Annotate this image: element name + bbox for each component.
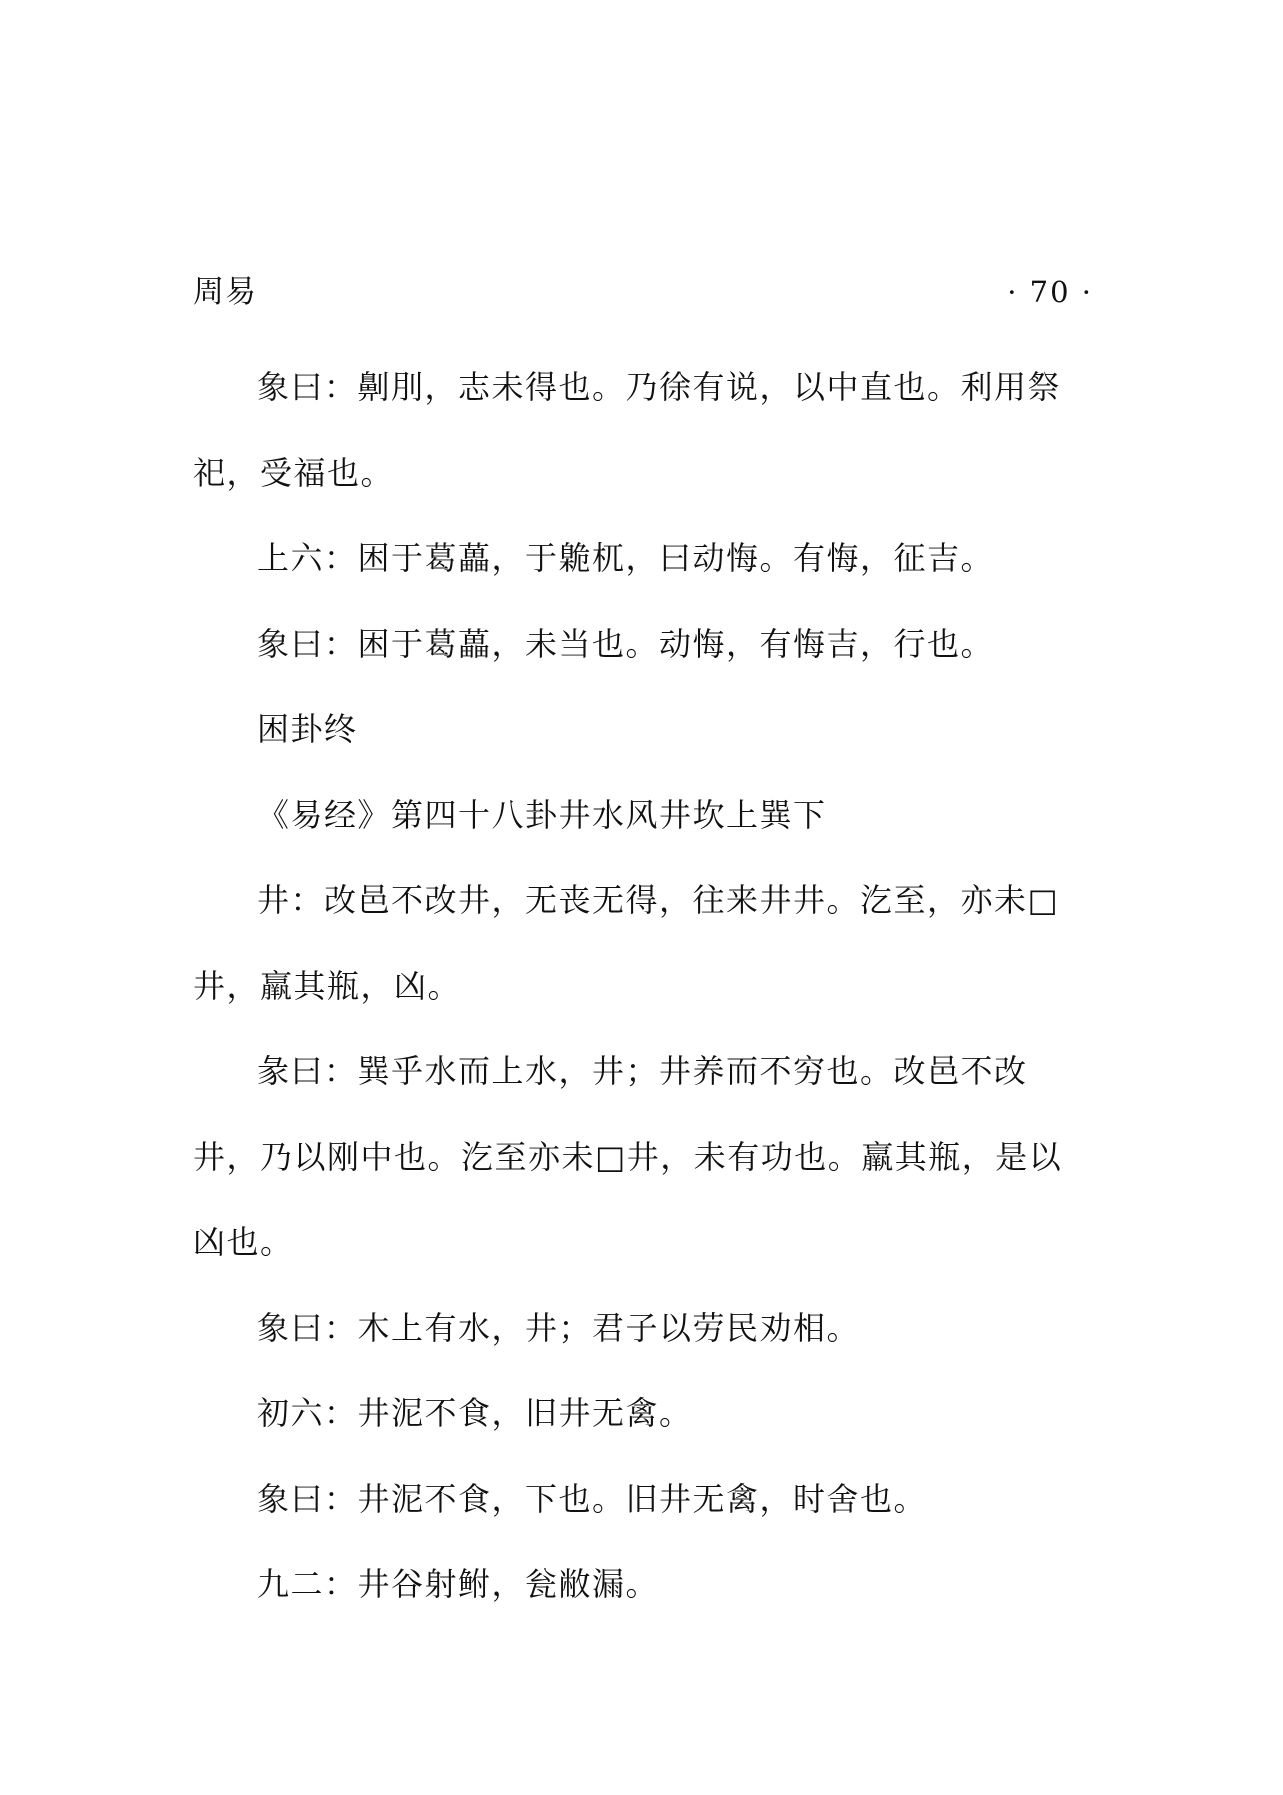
- paragraph: 上六：困于葛藟，于臲杌，曰动悔。有悔，征吉。: [257, 539, 995, 577]
- paragraph: 井：改邑不改井，无丧无得，往来井井。汔至，亦未□井，羸其瓶，凶。: [193, 881, 1060, 1005]
- paragraph: 彖曰：巽乎水而上水，井；井养而不穷也。改邑不改井，乃以刚中也。汔至亦未□井，未有功也。羸其瓶，是以凶也。: [193, 1052, 1063, 1261]
- page-number: · 70 ·: [1007, 275, 1093, 309]
- paragraph: 象曰：困于葛藟，未当也。动悔，有悔吉，行也。: [257, 624, 995, 663]
- paragraph: 象曰：井泥不食，下也。旧井无禽，时舍也。: [257, 1479, 928, 1518]
- paragraph: 《易经》第四十八卦井水风井坎上巽下: [257, 795, 827, 834]
- paragraph: 象曰：劓刖，志未得也。乃徐有说，以中直也。利用祭祀，受福也。: [193, 368, 1062, 492]
- body-text: [193, 345, 1093, 1628]
- paragraph: 九二：井谷射鲋，瓮敝漏。: [257, 1565, 660, 1603]
- paragraph: 象曰：木上有水，井；君子以劳民劝相。: [257, 1308, 861, 1347]
- running-header: [193, 268, 1093, 316]
- paragraph: 困卦终: [257, 710, 358, 748]
- paragraph: 初六：井泥不食，旧井无禽。: [257, 1394, 693, 1432]
- header-title: 周易: [193, 274, 257, 310]
